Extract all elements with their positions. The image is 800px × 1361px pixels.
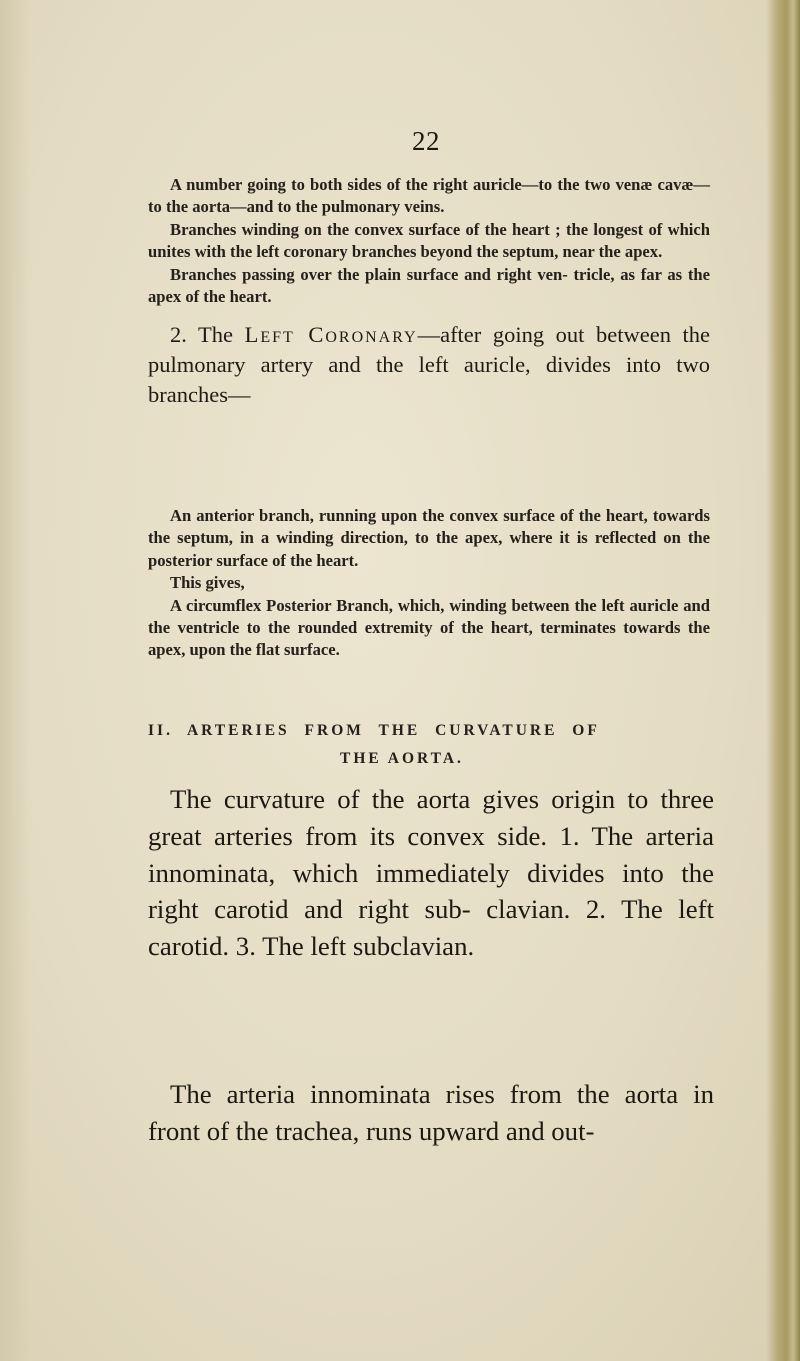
curvature-paragraph — [148, 781, 714, 965]
innominata-paragraph — [148, 1076, 714, 1150]
paragraph: This gives, — [170, 573, 245, 593]
section-heading-line-1: II. ARTERIES FROM THE CURVATURE OF — [148, 722, 600, 739]
paragraph-text: —after going out between the pulmonary artery and the left auricle, divides into two branches— — [148, 322, 710, 407]
artery-name: Left Coronary — [244, 322, 418, 347]
paragraph: A number going to both sides of the right auricle—to the two venæ cavæ—to the aorta—and to the pulmonary veins. — [148, 175, 710, 217]
right-coronary-branches — [148, 174, 710, 308]
paragraph: An anterior branch, running upon the convex surface of the heart, towards the septum, in a winding direction, to the apex, where it is reflected on the posterior surface of the heart. — [148, 506, 710, 570]
paragraph: A circumflex Posterior Branch, which, winding between the left auricle and the ventricle to the rounded extremity of the heart, terminates towards the apex, upon the flat surface. — [148, 595, 710, 660]
left-coronary-branches — [148, 505, 710, 662]
left-coronary-paragraph — [148, 320, 710, 410]
page-right-edge — [766, 0, 800, 1361]
paragraph: The curvature of the aorta gives origin to three great arteries from its convex side. 1. The arteria innominata, which immediately divides into the right carotid and right sub- clavian. 2. The left carotid. 3. The left subclavian. — [148, 784, 714, 962]
section-heading-line-2: THE AORTA. — [340, 750, 464, 767]
page-left-shadow — [0, 0, 30, 1361]
item-number: 2. The — [170, 322, 234, 347]
paragraph: Branches winding on the convex surface of the heart ; the longest of which unites with the left coronary branches beyond the septum, near the apex. — [148, 219, 710, 262]
page-number: 22 — [412, 126, 440, 156]
paragraph: Branches passing over the plain surface and right ven- tricle, as far as the apex of the heart. — [148, 264, 710, 307]
paragraph — [148, 320, 710, 410]
paragraph: The arteria innominata rises from the aorta in front of the trachea, runs upward and out- — [148, 1079, 714, 1146]
